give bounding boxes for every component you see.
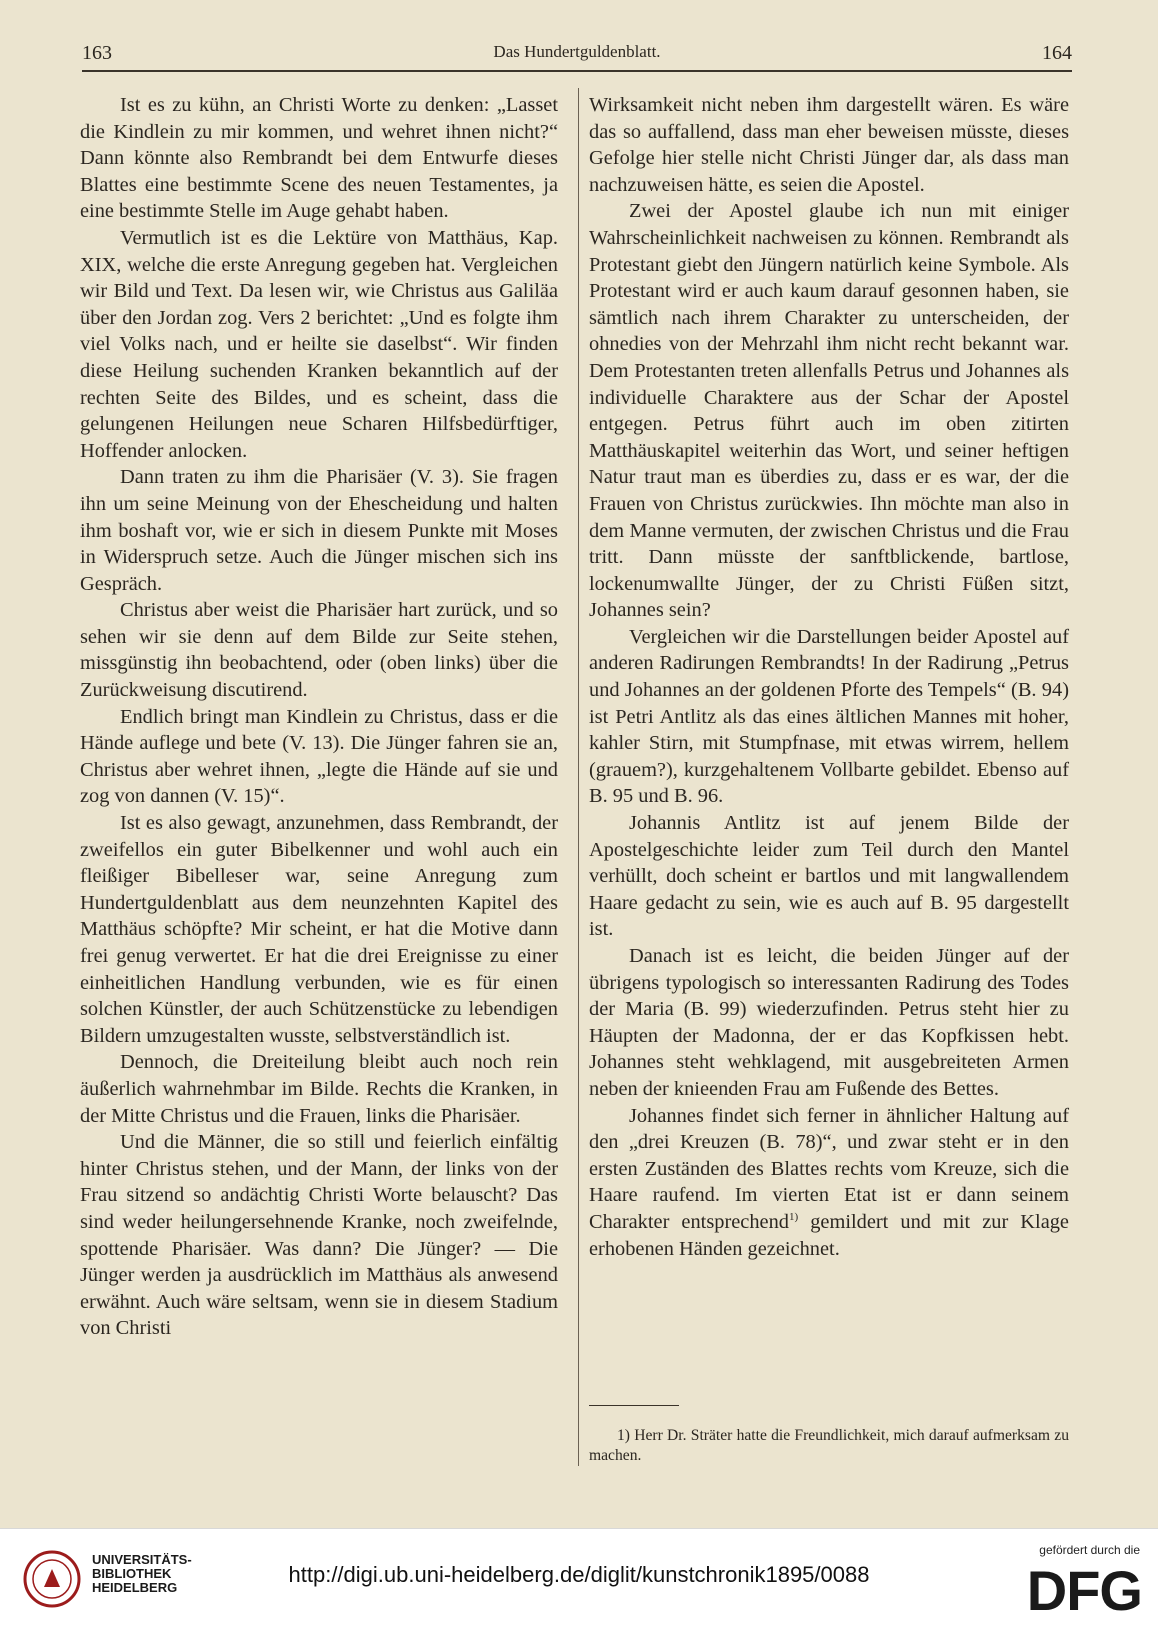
dfg-logo: DFG [1026,1559,1142,1622]
source-url-link[interactable]: http://digi.ub.uni-heidelberg.de/diglit/kunstchronik1895/0088 [288,1562,870,1587]
paragraph: Christus aber weist die Pharisäer hart zurück, und so sehen wir sie denn auf dem Bilde zur Seite stehen, missgünstig ihn beobachtend, oder (oben links) über die Zurückweisung discutirend. [80,599,558,702]
paragraph: Vermutlich ist es die Lektüre von Matthäus, Kap. XIX, welche die erste Anregung gegeben hat. Vergleichen wir Bild und Text. Da lesen wir, wie Christus aus Galiläa über den Jordan zog. Vers 2 berichtet: „Und es folgte ihm viel Volks nach, und er heilte sie daselbst“. Wir finden diese Heilung suchenden Kranken bekanntlich auf der rechten Seite des Bildes, und es scheint, dass die gelungenen Heilungen neue Scharen Hilfsbedürftiger, Hoffender anlocken. [80,226,558,462]
page-number-left: 163 [82,42,112,64]
paragraph: Ist es zu kühn, an Christi Worte zu denken: „Lasset die Kindlein zu mir kommen, und wehret ihnen nicht?“ Dann könnte also Rembrandt bei dem Entwurfe dieses Blattes eine bestimmte Scene des neuen Testamentes, ja eine bestimmte Stelle im Auge gehabt haben. [80,94,558,223]
paragraph: Johannis Antlitz ist auf jenem Bilde der Apostelgeschichte leider zum Teil durch den Mantel verhüllt, doch scheint er bartlos und mit langwallendem Haare gedacht zu sein, wie es auch auf B. 95 dargestellt ist. [589,812,1069,941]
footnote-rule [589,1405,679,1406]
paragraph-text: Johannes findet sich ferner in ähnlicher Haltung auf den „drei Kreuzen (B. 78)“, und zwar steht er in den ersten Zuständen des Blattes rechts vom Kreuze, sich die Haare raufend. Im vierten Etat ist er dann seinem Charakter entsprechend [589,1104,1069,1233]
paragraph: Wirksamkeit nicht neben ihm dargestellt wären. Es wäre das so auffallend, dass man eher beweisen müsste, dieses Gefolge hier stelle nicht Christi Jünger dar, als dass man nachzuweisen hätte, es seien die Apostel. [589,94,1069,196]
paragraph: Ist es also gewagt, anzunehmen, dass Rembrandt, der zweifellos ein guter Bibelkenner und wohl auch ein fleißiger Bibelleser war, seine Anregung zum Hundertguldenblatt aus dem neunzehnten Kapitel des Matthäus schöpfte? Mir scheint, er hat die Motive dann frei genug verwertet. Er hat die drei Ereignisse zu einer einheitlichen Handlung verbunden, wie es für einen solchen Künstler, der auch Schützenstücke zu lebendigen Bildern umzugestalten wusste, selbstverständlich ist. [80,812,558,1047]
paragraph: Dennoch, die Dreiteilung bleibt auch noch rein äußerlich wahrnehmbar im Bilde. Rechts die Kranken, in der Mitte Christus und die Frauen, links die Pharisäer. [80,1051,558,1127]
left-column [80,92,558,1342]
paragraph-text: gemildert und mit zur Klage erhobenen Händen gezeichnet. [589,1210,1069,1260]
library-name-line: BIBLIOTHEK [92,1566,172,1581]
footer-bar [0,1528,1158,1626]
right-column [589,92,1069,1262]
footnote-text: 1) Herr Dr. Sträter hatte die Freundlichkeit, mich darauf aufmerksam zu machen. [589,1427,1069,1464]
paragraph [589,1103,1069,1263]
paragraph: Danach ist es leicht, die beiden Jünger auf der übrigens typologisch so interessanten Radirung des Todes der Maria (B. 99) wiederzufinden. Petrus steht hier zu Häupten der Madonna, der er das Kopfkissen hebt. Johannes steht wehklagend, mit ausgebreiteten Armen neben der knieenden Frau am Fußende des Bettes. [589,945,1069,1100]
library-name-line: HEIDELBERG [92,1580,178,1595]
page-number-right: 164 [1042,42,1072,64]
header-rule [82,70,1072,72]
paragraph: Zwei der Apostel glaube ich nun mit einiger Wahrscheinlichkeit nachweisen zu können. Rembrandt als Protestant giebt den Jüngern natürlich keine Symbole. Als Protestant wird er auch kaum darauf gesonnen haben, sie sämtlich nach ihrem Charakter zu unterscheiden, der ohnedies von der Mehrzahl ihm nicht recht bekannt war. Dem Protestanten treten allenfalls Petrus und Johannes als individuelle Charaktere aus der Schar der Apostel entgegen. Petrus führt auch im oben zitirten Matthäuskapitel weiterhin das Wort, und seiner heftigen Natur traut man es überdies zu, dass er es war, der die Frauen von Christus zurückwies. Ihn möchte man also in dem Manne vermuten, der zwischen Christus und die Frau tritt. Dann müsste der sanftblickende, bartlose, lockenumwallte Jünger, der zu Christi Füßen sitzt, Johannes sein? [589,200,1069,622]
sponsor-label: gefördert durch die [1039,1543,1140,1557]
footnote-reference[interactable]: 1) [789,1211,799,1224]
library-name-line: UNIVERSITÄTS- [92,1552,192,1567]
footnote [589,1426,1069,1466]
running-header [82,38,1072,68]
column-divider [578,88,579,1466]
paragraph: Dann traten zu ihm die Pharisäer (V. 3). Sie fragen ihn um seine Meinung von der Ehescheidung und halten ihm boshaft vor, wie er sich in diesem Punkte mit Moses in Widerspruch setze. Auch die Jünger mischen sich ins Gespräch. [80,466,558,595]
paragraph: Endlich bringt man Kindlein zu Christus, dass er die Hände auflege und bete (V. 13). Die Jünger fahren sie an, Christus aber wehret ihnen, „legte die Hände auf sie und zog von dannen (V. 15)“. [80,705,558,808]
running-title: Das Hundertguldenblatt. [493,42,661,61]
paragraph: Vergleichen wir die Darstellungen beider Apostel auf anderen Radirungen Rembrandts! In der Radirung „Petrus und Johannes an der goldenen Pforte des Tempels“ (B. 94) ist Petri Antlitz als das eines ältlichen Mannes mit hoher, kahler Stirn, mit Stumpfnase, mit etwas wirrem, hellem (grauem?), kurzgehaltenem Vollbarte gebildet. Ebenso auf B. 95 und B. 96. [589,625,1069,808]
paragraph: Und die Männer, die so still und feierlich einfältig hinter Christus stehen, und der Mann, der links von der Frau sitzend so andächtig Christi Worte belauscht? Das sind weder heilungersehnende Kranke, noch zweifelnde, spottende Pharisäer. Was dann? Die Jünger? — Die Jünger werden ja ausdrücklich im Matthäus als anwesend erwähnt. Auch wäre seltsam, wenn sie in diesem Stadium von Christi [80,1131,558,1340]
